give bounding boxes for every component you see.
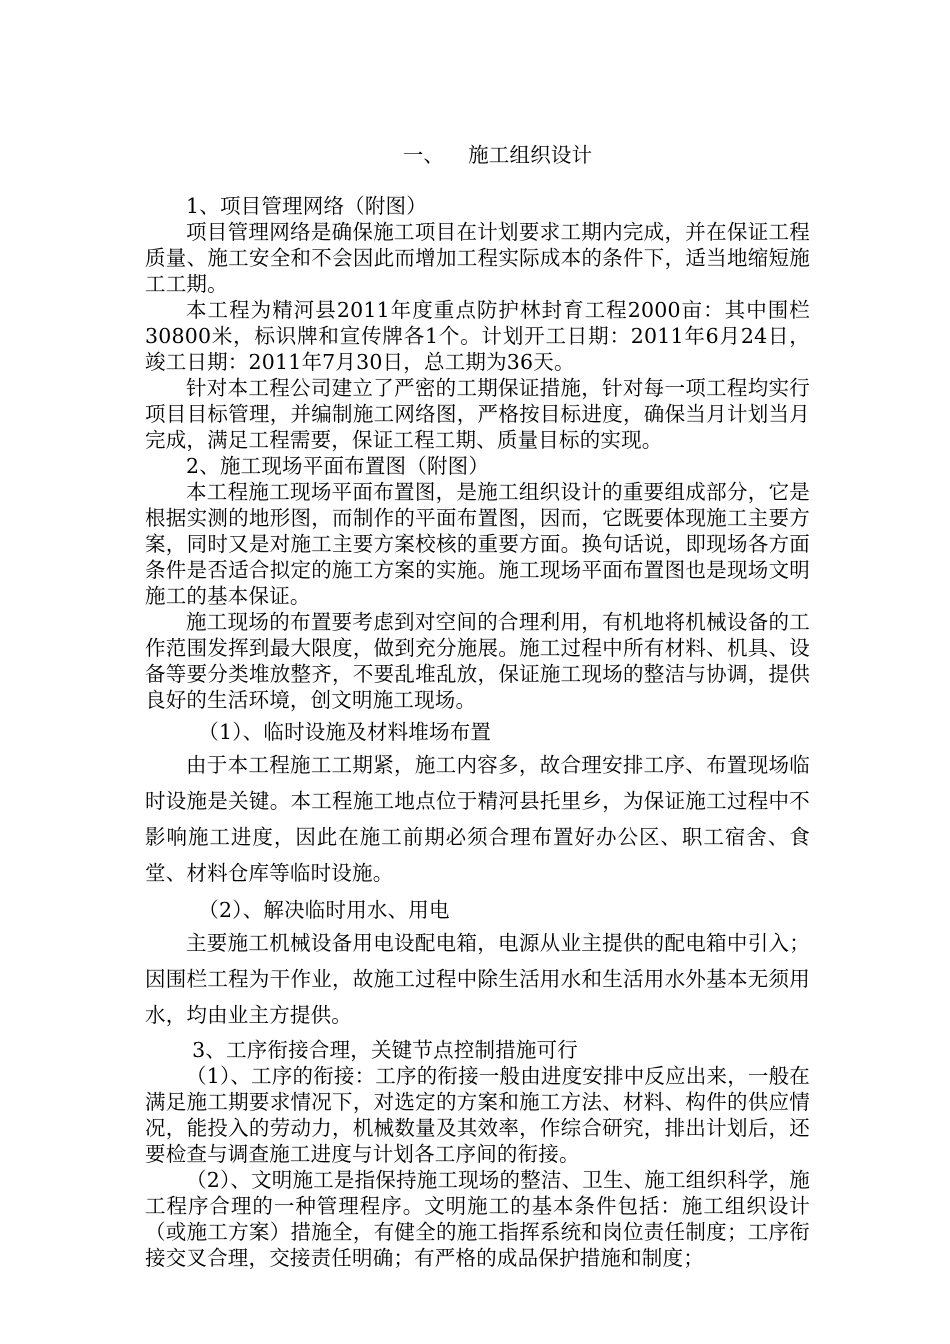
section-title [145, 142, 810, 168]
paragraph-process-connection: （1）、工序的衔接：工序的衔接一般由进度安排中反应出来，一般在满足施工期要求情况下，对选定的方案和施工方法、材料、构件的供应情况，能投入的劳动力，机械数量及其效率，作综合研究，排出计划后，还要检查与调查施工进度与计划各工序间的衔接。 [145, 1064, 810, 1166]
paragraph-civilized-construction: （2）、文明施工是指保持施工现场的整洁、卫生、施工组织科学，施工程序合理的一种管理程序。文明施工的基本条件包括：施工组织设计（或施工方案）措施全，有健全的施工指挥系统和岗位责任制度；工序衔接交叉合理，交接责任明确；有严格的成品保护措施和制度； [145, 1168, 810, 1270]
heading-water-power: （2）、解决临时用水、用电 [198, 898, 450, 922]
paragraph-project-scope: 本工程为精河县2011年度重点防护林封育工程2000亩：其中围栏30800米，标识牌和宣传牌各1个。计划开工日期：2011年6月24日，竣工日期：2011年7月30日，总工期为36天。 [145, 298, 810, 374]
paragraph-site-layout: 本工程施工现场平面布置图，是施工组织设计的重要组成部分，它是根据实测的地形图，而制作的平面布置图，因而，它既要体现施工主要方案，同时又是对施工主要方案校核的重要方面。换句话说，即现场各方面条件是否适合拟定的施工方案的实施。施工现场平面布置图也是现场文明施工的基本保证。 [145, 480, 810, 608]
heading-temporary-facilities: （1）、临时设施及材料堆场布置 [198, 720, 492, 744]
section-title-number: 一、 [402, 143, 445, 167]
heading-project-network: 1、项目管理网络（附图） [186, 194, 427, 218]
section-title-text: 施工组织设计 [468, 143, 593, 167]
heading-site-layout: 2、施工现场平面布置图（附图） [186, 454, 490, 478]
paragraph-schedule-measures: 针对本工程公司建立了严密的工期保证措施，针对每一项工程均实行项目目标管理，并编制施工网络图，严格按目标进度，确保当月计划当月完成，满足工程需要，保证工程工期、质量目标的实现。 [145, 376, 810, 452]
paragraph-network-definition: 项目管理网络是确保施工项目在计划要求工期内完成，并在保证工程质量、施工安全和不会因此而增加工程实际成本的条件下，适当地缩短施工工期。 [145, 220, 810, 296]
document-body [145, 142, 810, 1271]
paragraph-site-arrangement: 施工现场的布置要考虑到对空间的合理利用，有机地将机械设备的工作范围发挥到最大限度，做到充分施展。施工过程中所有材料、机具、设备等要分类堆放整齐，不要乱堆乱放，保证施工现场的整洁与协调，提供良好的生活环境，创文明施工现场。 [145, 610, 810, 712]
paragraph-water-power: 主要施工机械设备用电设配电箱，电源从业主提供的配电箱中引入；因围栏工程为干作业，故施工过程中除生活用水和生活用水外基本无须用水，均由业主方提供。 [145, 931, 810, 1027]
heading-process-connection: 3、工序衔接合理，关键节点控制措施可行 [192, 1038, 578, 1062]
paragraph-temporary-facilities: 由于本工程施工工期紧，施工内容多，故合理安排工序、布置现场临时设施是关键。本工程施工地点位于精河县托里乡，为保证施工过程中不影响施工进度，因此在施工前期必须合理布置好办公区、职工宿舍、食堂、材料仓库等临时设施。 [145, 753, 810, 885]
